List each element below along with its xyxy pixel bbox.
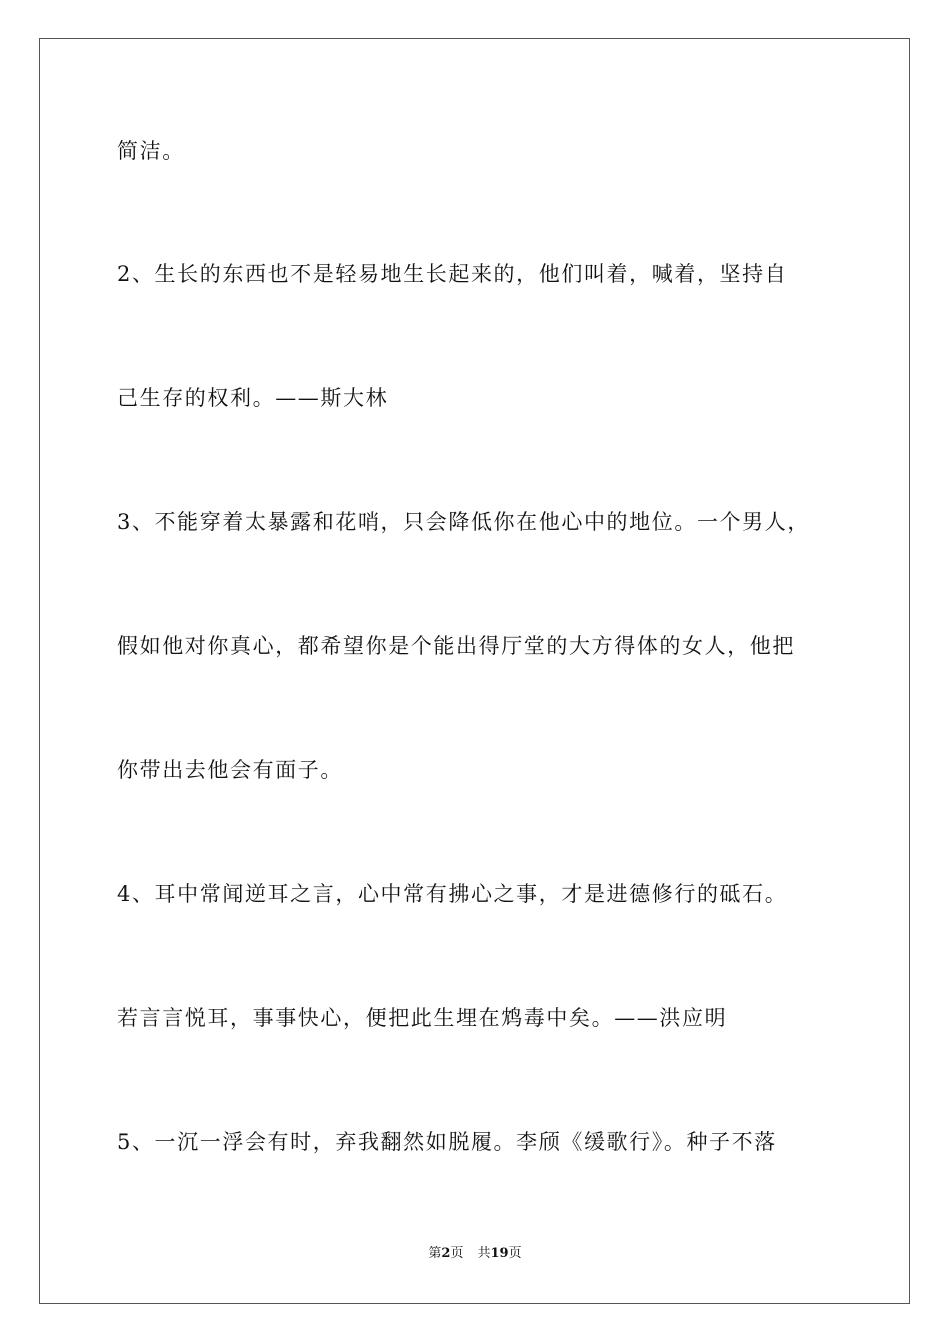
- text-line-3: 己生存的权利。——斯大林: [117, 386, 389, 410]
- text-line-8: 若言言悦耳，事事快心，便把此生埋在鸩毒中矣。——洪应明: [117, 1006, 728, 1030]
- footer-total-pages: 19: [490, 1246, 509, 1261]
- text-line-4: 3、不能穿着太暴露和花哨，只会降低你在他心中的地位。一个男人，: [117, 510, 810, 534]
- page-border: [39, 38, 910, 1304]
- text-line-9: 5、一沉一浮会有时，弃我翻然如脱履。李颀《缓歌行》。种子不落: [117, 1130, 777, 1154]
- text-line-7: 4、耳中常闻逆耳之言，心中常有拂心之事，才是进德修行的砥石。: [117, 882, 788, 906]
- footer-page-prefix: 第: [428, 1246, 442, 1261]
- footer-total-suffix: 页: [508, 1246, 522, 1261]
- text-line-1: 简洁。: [117, 139, 185, 163]
- footer-page-suffix: 页: [450, 1246, 464, 1261]
- text-line-5: 假如他对你真心，都希望你是个能出得厅堂的大方得体的女人，他把: [117, 634, 795, 658]
- footer-page-number: 2: [441, 1246, 451, 1261]
- text-line-2: 2、生长的东西也不是轻易地生长起来的，他们叫着，喊着，坚持自: [117, 262, 788, 286]
- footer-total-prefix: 共: [477, 1246, 491, 1261]
- page-footer: [0, 1245, 950, 1263]
- text-line-6: 你带出去他会有面子。: [117, 758, 343, 782]
